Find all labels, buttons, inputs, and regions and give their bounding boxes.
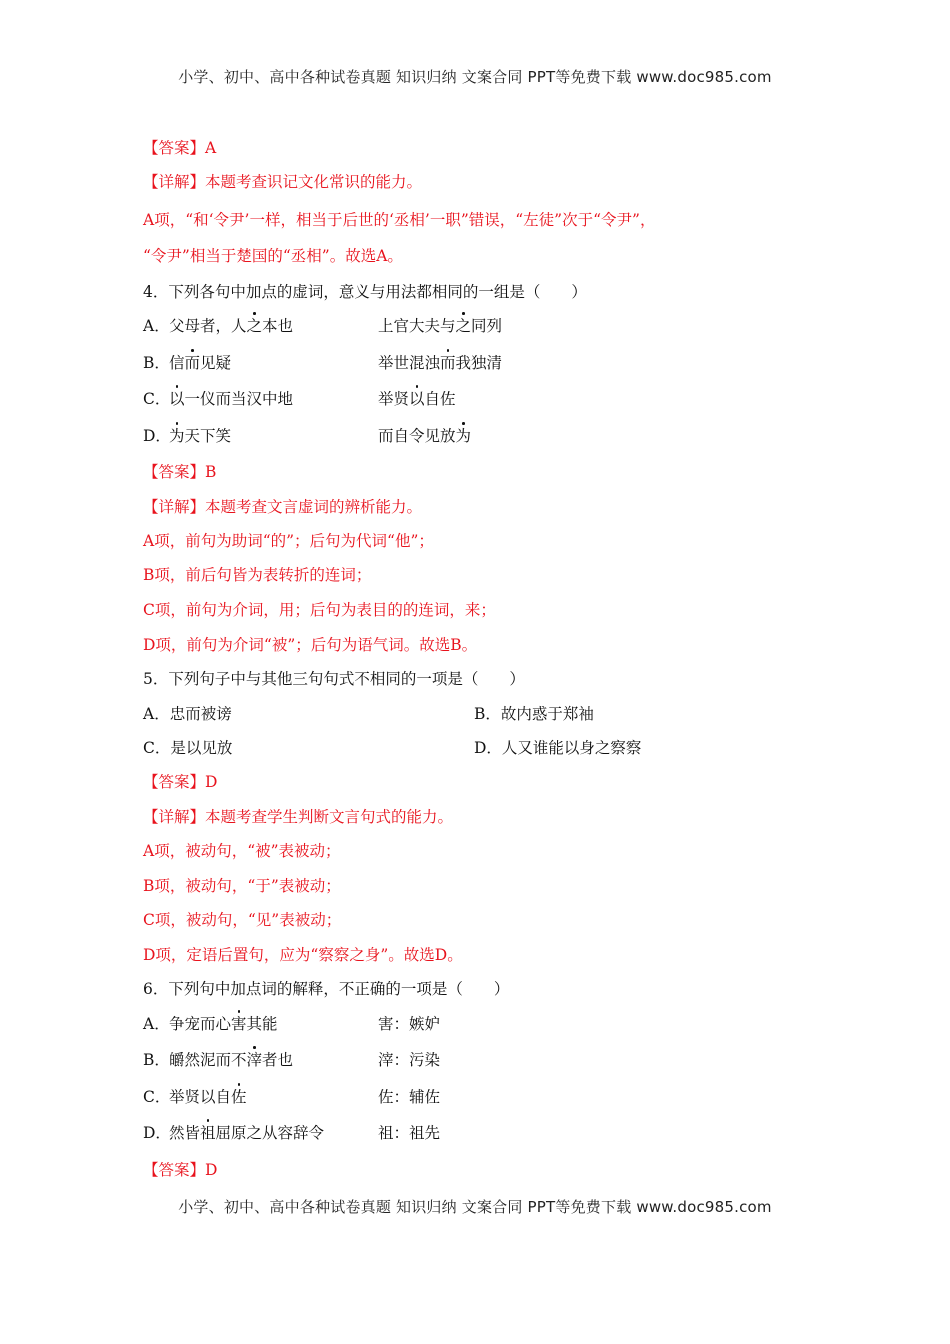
dotted-word: 之	[455, 317, 472, 335]
q4-option-d-right	[378, 426, 471, 446]
q4-explanation-a: A项，前句为助词“的”；后句为代词“他”；	[143, 532, 434, 550]
dotted-word: 以	[409, 390, 425, 408]
q4-stem: 4．下列各句中加点的虚词，意义与用法都相同的一组是（ ）	[143, 283, 587, 301]
option-text: 父母者，人	[169, 317, 247, 335]
q5-option-b: B．故内惑于郑袖	[474, 705, 594, 723]
dotted-word: 为	[169, 427, 185, 445]
dotted-word: 之	[246, 317, 263, 335]
dotted-word: 为	[455, 427, 472, 445]
option-text: 天下笑	[184, 427, 232, 445]
option-label: D．	[143, 427, 171, 445]
dotted-word: 佐	[231, 1088, 247, 1106]
option-label: C．	[143, 1088, 171, 1106]
q6-gloss-b: 滓：污染	[378, 1051, 441, 1069]
option-text: 我独清	[455, 354, 503, 372]
option-text: 而自令见放	[378, 427, 456, 445]
option-text: 举贤以自	[169, 1088, 232, 1106]
q3-explanation-line-1: A项，“和‘令尹’一样，相当于后世的‘丞相’一职”错误，“左徒”次于“令尹”，	[143, 211, 656, 229]
q4-explanation-b: B项，前后句皆为表转折的连词；	[143, 566, 372, 584]
q4-option-d	[143, 426, 231, 446]
q6-gloss-c: 佐：辅佐	[378, 1088, 441, 1106]
option-text: 本也	[262, 317, 294, 335]
option-text: 见疑	[200, 354, 232, 372]
q4-option-c-right	[378, 389, 456, 409]
q4-option-a-right	[378, 316, 502, 336]
q6-option-c	[143, 1087, 247, 1107]
q3-detail: 【详解】本题考查识记文化常识的能力。	[143, 173, 423, 191]
option-text: 举贤	[378, 390, 410, 408]
option-label: A．	[143, 317, 170, 335]
q6-option-a	[143, 1014, 278, 1034]
q3-answer: 【答案】A	[143, 139, 217, 157]
q4-explanation-c: C项，前句为介词，用；后句为表目的的连词，来；	[143, 601, 496, 619]
option-text: 屈原之从容辞令	[215, 1124, 325, 1142]
dotted-word: 祖	[200, 1124, 216, 1142]
option-text: 信	[169, 354, 185, 372]
q5-stem: 5．下列句子中与其他三句句式不相同的一项是（ ）	[143, 670, 525, 688]
dotted-word: 以	[169, 390, 185, 408]
q5-explanation-a: A项，被动句，“被”表被动；	[143, 842, 341, 860]
dotted-word: 滓	[246, 1051, 263, 1069]
q4-option-c	[143, 389, 293, 409]
dotted-word: 害	[231, 1015, 247, 1033]
option-text: 皭然泥而不	[169, 1051, 247, 1069]
q4-option-b	[143, 353, 231, 373]
q5-answer: 【答案】D	[143, 773, 218, 791]
q4-answer: 【答案】B	[143, 463, 217, 481]
q6-answer: 【答案】D	[143, 1161, 218, 1179]
q5-option-d: D．人又谁能以身之察察	[474, 739, 642, 757]
q5-explanation-b: B项，被动句，“于”表被动；	[143, 877, 341, 895]
option-label: A．	[143, 1015, 170, 1033]
page-header-banner: 小学、初中、高中各种试卷真题 知识归纳 文案合同 PPT等免费下载 www.doc985.com	[178, 68, 772, 86]
q5-option-a: A．忠而被谤	[143, 705, 232, 723]
option-text: 其能	[246, 1015, 278, 1033]
q5-explanation-c: C项，被动句，“见”表被动；	[143, 911, 342, 929]
q6-stem: 6．下列句中加点词的解释，不正确的一项是（ ）	[143, 980, 510, 998]
option-text: 者也	[262, 1051, 294, 1069]
option-label: C．	[143, 390, 171, 408]
option-text: 自佐	[424, 390, 456, 408]
dotted-word: 而	[184, 354, 201, 372]
option-label: B．	[143, 354, 170, 372]
option-label: B．	[143, 1051, 170, 1069]
option-text: 一仪而当汉中地	[184, 390, 294, 408]
option-text: 同列	[471, 317, 503, 335]
q3-explanation-line-2: “令尹”相当于楚国的“丞相”。故选A。	[143, 247, 403, 265]
page-footer-banner: 小学、初中、高中各种试卷真题 知识归纳 文案合同 PPT等免费下载 www.doc985.com	[178, 1198, 772, 1216]
option-text: 然皆	[169, 1124, 201, 1142]
q6-option-d	[143, 1123, 324, 1143]
option-text: 举世混浊	[378, 354, 441, 372]
option-text: 上官大夫与	[378, 317, 456, 335]
q4-detail: 【详解】本题考查文言虚词的辨析能力。	[143, 498, 423, 516]
q6-gloss-a: 害：嫉妒	[378, 1015, 441, 1033]
q4-explanation-d: D项，前句为介词“被”；后句为语气词。故选B。	[143, 636, 478, 654]
q4-option-a	[143, 316, 293, 336]
q5-explanation-d: D项，定语后置句，应为“察察之身”。故选D。	[143, 946, 463, 964]
q6-gloss-d: 祖：祖先	[378, 1124, 441, 1142]
q6-option-b	[143, 1050, 293, 1070]
option-text: 争宠而心	[169, 1015, 232, 1033]
q4-option-b-right	[378, 353, 502, 373]
q5-detail: 【详解】本题考查学生判断文言句式的能力。	[143, 808, 454, 826]
dotted-word: 而	[440, 354, 456, 372]
option-label: D．	[143, 1124, 171, 1142]
q5-option-c: C．是以见放	[143, 739, 233, 757]
